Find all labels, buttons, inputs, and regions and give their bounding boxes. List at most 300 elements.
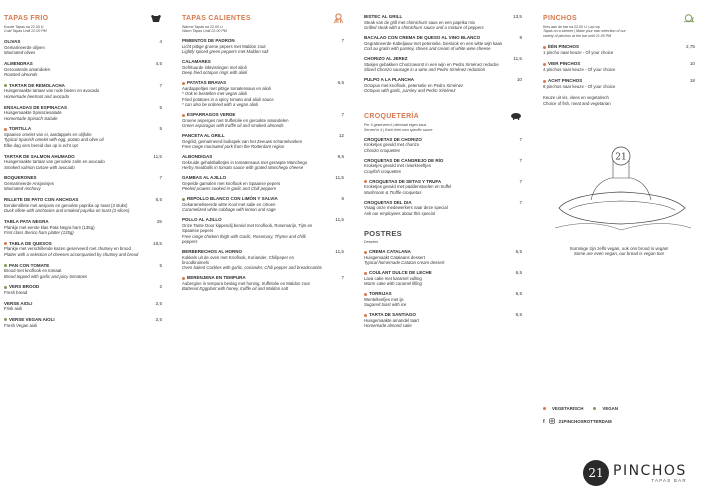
menu-item	[364, 77, 522, 93]
menu-item-desc-en: Octopus with garlic, parsley and Pedro Ximénez	[364, 88, 456, 93]
menu-item-text	[364, 137, 504, 153]
menu-item	[4, 317, 162, 328]
menu-item	[182, 80, 344, 107]
menu-item-price: 7	[519, 178, 522, 184]
menu-item-desc-en: Green asparagus with truffle oil and smoked almonds	[182, 123, 284, 129]
menu-item-name: BERBERECHOS AL HORNO	[182, 249, 243, 255]
menu-item-name: TORRIJAS	[364, 291, 504, 297]
menu-item-name: GAMBAS AL AJILLO	[182, 175, 227, 181]
section-subtitle-en: Warm Tapas Until 22.00 PM	[182, 29, 227, 34]
pinchos-note-nl: Keuze uit vis, vlees en vegetarisch	[543, 95, 609, 101]
menu-item-text	[364, 312, 504, 328]
menu-item-desc-en: First class Iberico ham platter (135g)	[4, 229, 74, 235]
menu-item-desc-en: Deep fried octopus rings with alioli	[182, 70, 248, 76]
menu-item-text	[4, 241, 144, 257]
menu-item	[4, 301, 162, 312]
menu-item-name: BOQUERONES	[4, 175, 37, 181]
menu-item-name: ALBONDIGAS	[182, 154, 213, 160]
menu-item	[4, 219, 162, 235]
menu-item	[4, 197, 162, 213]
menu-item-name: VERSE AIOLI	[4, 300, 33, 306]
menu-item-desc-nl: Fresh bread	[4, 289, 28, 295]
menu-item-price: 6,5	[515, 249, 522, 255]
menu-item-desc-en: Crayfish croquettes	[364, 168, 402, 174]
menu-item-desc-en: Peeled prawns cooked in garlic and Chili peppers	[182, 186, 277, 192]
menu-item-desc-nl: Kokkels uit de oven met Knoflook, Koriander, Chilipeper en broodkruimels	[182, 254, 295, 266]
menu-item-name: POLLO AL AJILLO	[182, 217, 222, 223]
legend-and-social	[543, 400, 618, 425]
menu-item-text	[4, 284, 144, 295]
menu-item-price: 11,5	[335, 217, 344, 223]
menu-item-desc-nl: Eendenrillete met ansjovis en gerookte paprika op toast (3 stuks)	[4, 202, 128, 208]
menu-item	[4, 284, 162, 295]
menu-item-desc-en: Sliced Chorizo sausage in a wine and Pedro Ximénez reduction	[364, 67, 486, 72]
menu-item-price: 10	[689, 61, 695, 67]
tapas-calientes-list	[182, 38, 344, 291]
menu-item-text	[182, 154, 322, 170]
menu-item-text	[4, 61, 144, 77]
menu-item-name: TARTAR DE REMOLACHA	[4, 83, 144, 89]
menu-item-desc-en: Smoked salmon tartare with avocado	[4, 164, 75, 170]
menu-item	[4, 83, 162, 99]
menu-item-desc-en: Caramelized white cabbage with lemon and sage	[182, 207, 276, 213]
menu-item-desc-extra: Fried potatoes in a spicy tomato and alioli sauce	[182, 96, 274, 102]
menu-item-text	[182, 217, 322, 244]
tapas-frio-list	[4, 39, 162, 328]
vegetarian-dot-icon	[543, 407, 546, 410]
menu-item-price: 6,5	[515, 291, 522, 297]
menu-item	[182, 133, 344, 149]
menu-item-price: 18	[689, 78, 695, 84]
menu-item-price: 11,5	[153, 153, 162, 159]
vegan-dot-icon	[182, 198, 185, 201]
menu-item-desc-en: Lightly spiced green peppers met Maldon salt	[182, 49, 269, 55]
instagram-icon	[549, 418, 555, 425]
vegetarian-dot-icon	[364, 293, 367, 296]
menu-item	[543, 78, 695, 89]
vegan-dot-icon	[4, 286, 7, 289]
menu-item-price: 2,75	[686, 44, 695, 50]
menu-item-price: 11,5	[335, 175, 344, 181]
menu-item-desc-en: Mushroom & Truffle croquetas	[364, 189, 422, 195]
menu-item-desc-nl: Gegratineerde Kabeljauw met peterselie, bieslook en een witte wijn kaas	[364, 40, 503, 46]
section-subtitle: Desserts	[364, 240, 379, 245]
menu-item-desc-nl: Gekruide gehaktballetjes in tomatensaus met geraspte Manchego	[182, 159, 308, 165]
vegetarian-dot-icon	[543, 63, 546, 66]
menu-item-desc-nl: Kroketjes gevuld met rivierkreeftjes	[364, 163, 431, 169]
menu-item-desc-en: Grilled steak with a chimichurri sauce and a mixture of peppers	[364, 25, 484, 30]
menu-item-name: CROQUETAS DE SETAS Y TRUFA	[364, 179, 504, 185]
menu-item	[182, 275, 344, 291]
menu-item	[364, 179, 522, 195]
menu-item-desc-en: Homemade Spinach Salade	[4, 115, 58, 121]
menu-item-desc-en: Free range marinated pork from the Rotterdam region	[182, 144, 285, 150]
menu-item-price: 2,5	[155, 317, 162, 323]
vegetarian-dot-icon	[543, 46, 546, 49]
bull-icon	[150, 13, 162, 23]
menu-item-price: 10	[516, 77, 522, 82]
vegan-dot-icon	[4, 84, 7, 87]
menu-item-desc-nl: Gemarineerde Ansjovisjes	[4, 180, 54, 186]
menu-item-text	[4, 126, 144, 148]
menu-item-name: PATATAS BRAVAS	[182, 80, 322, 86]
menu-item-desc-en: * Ook te bestellen met vegan alioli	[182, 91, 247, 97]
vegetarian-dot-icon	[182, 82, 185, 85]
menu-item-name: VIER PINCHOS	[543, 61, 683, 67]
menu-item-text	[364, 200, 504, 216]
menu-item-name: PANCETA AL GRILL	[182, 133, 225, 139]
vegetarian-dot-icon	[4, 242, 7, 245]
menu-item-desc-nl: Huisgemaakte amandel taart	[364, 317, 419, 323]
menu-item-name: VERSE VEGAN AIOLI	[4, 317, 144, 323]
menu-item-desc-nl: Huisgemaakte tartaar van rode bieten en avocado	[4, 88, 100, 94]
menu-item-desc-extra2: * can also be ordered with a vegan alioli	[182, 102, 258, 108]
section-subtitle-nl: Kies aan de bar na 22.00 U | op=op	[543, 25, 600, 29]
menu-item-name: BISTEC AL GRILL	[364, 14, 403, 19]
menu-item	[364, 291, 522, 307]
menu-item-price: 2	[159, 284, 162, 290]
menu-item	[4, 263, 162, 279]
plate-illustration	[551, 138, 693, 233]
menu-item-name: TORTILLA	[4, 126, 144, 132]
vegan-dot-icon	[4, 264, 7, 267]
menu-item-price: 13,5	[513, 14, 522, 19]
menu-item-desc-nl: Gepelde garnalen met knoflook en Spaanse pepers	[182, 180, 281, 186]
menu-item-price: 11,5	[335, 249, 344, 255]
menu-item-text	[543, 61, 683, 72]
vegetarian-dot-icon	[182, 277, 185, 280]
menu-item-desc-nl: Vraag onze medewerkers naar deze special	[364, 205, 448, 211]
menu-item-name: BERENJENA EN TEMPURA	[182, 275, 322, 281]
menu-item-price: 6,5	[155, 197, 162, 203]
menu-item-name: PIMIENTOS DE PADRON	[182, 38, 235, 44]
menu-item-text	[364, 179, 504, 195]
menu-item-desc-nl: Spaanse omelet van ei, aardappels en olijfolie	[4, 131, 92, 137]
menu-item-name: CROQUETAS DE CANGREJO DE RÍO	[364, 157, 444, 163]
menu-item-desc-nl: Gegrild, gemarineerd buikspek van het Zeeuws schamelvarken	[182, 138, 303, 144]
menu-item	[543, 44, 695, 55]
menu-item-name: TABLA PATA NEGRA	[4, 218, 49, 224]
menu-item-desc-nl: Geroosterde amandelen	[4, 66, 51, 72]
menu-item	[4, 241, 162, 257]
menu-item-price: 7	[341, 112, 344, 118]
menu-item-desc-nl: Plankje met eerste klas Pata Negra ham (135g)	[4, 224, 95, 230]
menu-item-price: 5	[159, 126, 162, 132]
menu-item-desc-nl: Kroketjes gevuld met paddenstoelen en truffel	[364, 184, 452, 190]
menu-item-desc-nl: Lava cake met karamel vulling	[364, 275, 422, 281]
vegetarian-dot-icon	[364, 251, 367, 254]
menu-item-desc-en: Warm cake with caramel filling	[364, 281, 422, 287]
vegan-note	[543, 246, 695, 257]
menu-item-desc-en: Typical Spanish omelet with egg, potato and olive oil	[4, 137, 104, 143]
menu-item-text	[182, 249, 322, 271]
menu-item-desc-nl: Gemarineerde olijven	[4, 44, 45, 50]
column-tapas-frio	[4, 0, 162, 504]
menu-item-price: 7	[159, 82, 162, 88]
postres-list	[364, 249, 522, 328]
menu-item-name: PULPO A LA PLANCHA	[364, 77, 414, 82]
menu-item	[182, 112, 344, 128]
vegetarian-dot-icon	[543, 80, 546, 83]
menu-item-desc-nl: Stukjes gebakken Chorizoworst in een wijn en Pedro Ximénez reductie	[364, 61, 499, 67]
menu-item-text	[182, 275, 322, 291]
column-pinchos	[543, 0, 695, 504]
menu-item-price: 18,5	[153, 240, 162, 246]
menu-item-desc-nl: Aardappeltjes met pittige tomatensaus en alioli	[182, 86, 271, 91]
menu-item-name: ÉÉN PINCHOS	[543, 44, 683, 50]
menu-item-desc-nl: Fresh Vegan aioli	[4, 322, 38, 328]
pinchos-list	[543, 44, 695, 89]
vegetarian-dot-icon	[4, 128, 7, 131]
mains-list	[364, 14, 522, 93]
menu-item	[4, 105, 162, 121]
menu-item-price: 8	[519, 35, 522, 40]
vegetarian-dot-icon	[364, 272, 367, 275]
menu-item-price: 6	[341, 196, 344, 202]
menu-item-name: PAN CON TOMATE	[4, 263, 144, 269]
menu-item-name: CROQUETAS DEL DIA	[364, 199, 412, 205]
section-title-postres: POSTRES	[364, 229, 402, 239]
menu-item-desc-extra: Elke dag vers bereid dus op is echt op!	[4, 142, 79, 148]
menu-item-text	[182, 196, 322, 212]
menu-item-desc-en: Typical homemade Catalan cream dessert	[364, 260, 445, 266]
menu-item-text	[364, 56, 504, 72]
menu-item	[364, 249, 522, 265]
menu-item-desc-nl: Huisgemaakt Catalaans dessert	[364, 254, 425, 260]
section-subtitle-nl: Per 4 geserveerd | allemaal eigen saus	[364, 123, 427, 128]
menu-item-desc-nl: Wentelteefjes met ijs	[364, 296, 404, 302]
menu-item-name: TABLA DE QUESOS	[4, 241, 144, 247]
menu-item	[4, 61, 162, 77]
menu-item-name: TARTA DE SANTIAGO	[364, 312, 504, 318]
menu-item-price: 7	[519, 157, 522, 163]
pig-icon	[510, 111, 522, 121]
menu-item	[182, 154, 344, 170]
vegetarian-dot-icon	[182, 114, 185, 117]
menu-item	[182, 196, 344, 212]
menu-item	[182, 38, 344, 54]
section-subtitle-en-2: variety of pinchos at the bar until 21.00 PM	[543, 33, 612, 38]
vegetarian-dot-icon	[364, 180, 367, 183]
menu-item-desc-nl: Huisgemaakte tartaar van gerookte zalm en avocado	[4, 159, 105, 165]
menu-item	[364, 312, 522, 328]
menu-item-name: ESPARRAGOS VERDE	[182, 112, 322, 118]
logo-mark: 21	[583, 460, 609, 486]
menu-item-text	[4, 263, 144, 279]
menu-item-desc-nl: Gefrituurde inktvisringen met alioli	[182, 65, 247, 70]
column-mains-croquetas-postres	[364, 0, 522, 504]
menu-item-desc-nl: Steak van de grill met chimichurri saus en een paprika mix	[364, 19, 476, 25]
menu-item-text	[4, 301, 144, 312]
menu-item-price: 7	[519, 199, 522, 205]
menu-item-price: 6,5	[337, 80, 344, 86]
menu-item-price: 2,5	[155, 300, 162, 306]
menu-item-name: CHORIZO AL JEREZ	[364, 56, 408, 61]
menu-item-text	[182, 59, 322, 75]
menu-item-desc-en: Homemade beetroot and avocado	[4, 93, 69, 99]
menu-item-desc-en: Marinated Anchovy	[4, 186, 41, 192]
menu-item	[364, 158, 522, 174]
menu-item-price: 6,5	[515, 312, 522, 318]
vegan-dot-icon	[593, 407, 596, 410]
menu-item-desc-en: Ask our employees about this special	[364, 210, 435, 216]
menu-item-text	[182, 80, 322, 107]
menu-item-desc-nl: 1 pincho naar keuze - Of your choice	[543, 49, 614, 55]
section-title-pinchos: PINCHOS	[543, 13, 695, 23]
menu-item-name: TARTAR DE SALMON AHUMADO	[4, 153, 75, 159]
menu-item-desc-en: Homemade almond cake	[364, 323, 412, 329]
section-title-croqueteria: CROQUETERÍA	[364, 111, 522, 121]
menu-item-price: 5	[159, 104, 162, 110]
menu-item-text	[364, 158, 504, 174]
menu-item-price: 11,5	[513, 56, 522, 61]
menu-item-text	[364, 291, 504, 307]
menu-item-name: ACHT PINCHOS	[543, 78, 683, 84]
menu-item-text	[543, 78, 683, 89]
menu-item	[364, 270, 522, 286]
pinchos-note-en: Choice of fish, meat and vegetarian	[543, 100, 611, 106]
menu-item-price: 5	[159, 262, 162, 268]
menu-item	[4, 175, 162, 191]
menu-item-text	[4, 317, 144, 328]
menu-item-text	[364, 270, 504, 286]
menu-item-name: VERS BROOD	[4, 284, 144, 290]
menu-item	[364, 137, 522, 153]
menu-item-text	[4, 83, 144, 99]
logo-tagline: TAPAS BAR	[651, 477, 687, 483]
menu-item-desc-nl: Onze Tante Door kippendij bereid met Knoflook, Rosemarijn, Tijm en Spaanse pepers	[182, 222, 313, 234]
menu-item-text	[364, 35, 504, 51]
menu-item-desc-en: Cod au gratin with parsley, chives and cream of white wine cheese	[364, 46, 491, 51]
facebook-icon: f	[543, 418, 545, 425]
section-title-tapas-frio: TAPAS FRIO	[4, 13, 162, 23]
menu-item	[364, 56, 522, 72]
menu-item-price: 7	[519, 136, 522, 142]
menu-item-text	[182, 133, 322, 149]
menu-item-desc-en: Free range chicken thigh with Garlic, Rosemary, Thyme and chilli peppers	[182, 233, 306, 245]
column-tapas-calientes	[182, 0, 344, 504]
menu-item-price: 4,5	[155, 61, 162, 66]
social-handle: f 21PINCHOSROTTERDAM	[543, 418, 612, 425]
menu-item-desc-en: Oven baked Cockles with garlic, coriander, Chili pepper and breadcrumbs	[182, 265, 322, 271]
menu-item-text	[364, 249, 504, 265]
menu-item	[364, 200, 522, 216]
menu-item-desc-nl: Frisk aioli	[4, 306, 23, 312]
menu-item-price: 7	[341, 275, 344, 281]
section-subtitle-en: Served in 4 | Each their own specific sauce	[364, 127, 433, 132]
menu-item-price: 9,5	[337, 154, 344, 160]
menu-item-text	[182, 38, 322, 54]
section-subtitle-nl: Koude Tapas na 22.00 U	[4, 25, 44, 29]
menu-item	[182, 175, 344, 191]
menu-item-price: 12	[338, 133, 344, 139]
menu-item-text	[364, 14, 504, 30]
menu-item-desc-en: Herby meatballs in tomato sauce with grated Manchego cheese	[182, 165, 304, 171]
menu-item	[4, 154, 162, 170]
menu-item-desc-nl: Kroketjes gevuld met chorizo	[364, 142, 420, 148]
croquetas-list	[364, 137, 522, 216]
menu-item	[364, 35, 522, 51]
menu-item-desc-nl: Aubergine in tempura beslag met honing, truffelolie en Maldon zout	[182, 281, 310, 287]
menu-item-desc-en: Sugared toast with ice	[364, 302, 407, 308]
menu-item-desc-en: Roasted almonds	[4, 72, 38, 77]
menu-item-text	[4, 219, 144, 235]
menu-item-desc-nl: Licht pittige groene pepers met Maldon zout	[182, 44, 266, 49]
menu-item	[182, 217, 344, 244]
vegan-dot-icon	[4, 318, 7, 321]
diet-legend: VEGETARISCH VEGAN	[543, 406, 618, 411]
section-subtitle-nl: Warme Tapas na 22.00 U	[182, 25, 223, 29]
menu-item-text	[4, 39, 144, 55]
section-subtitle-en: Tapas on a skewer | Make your own selection of our	[543, 29, 626, 34]
menu-item	[182, 249, 344, 271]
octopus-icon	[332, 13, 344, 23]
menu-item-name: CROQUETAS DE CHORIZO	[364, 136, 422, 142]
menu-item-desc-nl: Brood met knoflook en tomaat	[4, 268, 62, 274]
menu-item-price: 7	[159, 175, 162, 181]
menu-item	[364, 14, 522, 30]
menu-item	[4, 126, 162, 148]
menu-item-text	[4, 175, 144, 191]
menu-item-desc-nl: Gekarameliseerde witte Kool met salie en citroen	[182, 201, 276, 207]
menu-item-name: RILLETE DE PATO CON ANCHOAS	[4, 197, 79, 203]
menu-item-name: CREMA CATALANA	[364, 249, 504, 255]
menu-item-name: ENSALADAS DE ESPINACAS	[4, 104, 68, 110]
menu-item-text	[364, 77, 504, 93]
menu-item-name: CALAMARES	[182, 59, 211, 65]
logo-wordmark: PINCHOS	[613, 462, 687, 479]
menu-item-text	[543, 44, 683, 55]
menu-item	[4, 39, 162, 55]
menu-item-desc-en: Platter with a selection of cheeses accompanied by chutney and bread	[4, 251, 139, 257]
menu-item-desc-en: Chorizo croquettes	[364, 147, 401, 153]
vegetarian-dot-icon	[364, 314, 367, 317]
menu-item-text	[4, 154, 144, 170]
menu-item-desc-nl: Huisgemaakte Spinaziesalade	[4, 110, 62, 116]
menu-item-desc-nl: Plankje met verschillende kazen geserveerd met chutney en brood	[4, 246, 131, 252]
section-subtitle-en: Cold Tapas Until 22.00 PM	[4, 29, 47, 34]
menu-item-desc-en: Bread topped with garlic and juicy tomatoes	[4, 273, 88, 279]
menu-item-desc-nl: 8 pinchos naar keuze - Of your choice	[543, 83, 616, 89]
menu-item-text	[182, 175, 322, 191]
section-title-tapas-calientes: TAPAS CALIENTES	[182, 13, 344, 23]
menu-item-desc-nl: 4 pinchos naar keuze - Of your choice	[543, 66, 616, 72]
menu-item-name: REPOLLO BLANCO CON LIMÓN Y SALVIA	[182, 196, 322, 202]
menu-item-name: OLIVAS	[4, 39, 21, 45]
menu-item-desc-en: Battered Eggplant with honey, truffle oil and Maldon salt	[182, 286, 288, 292]
menu-item-name: COULANT DULCE DE LECHE	[364, 270, 504, 276]
menu-item-desc-nl: Groene asperges met truffelolie en gerookte amandelen	[182, 117, 289, 123]
menu-item-name: ALMENDRAS	[4, 61, 33, 66]
menu-item-name: BACALAO CON CREMA DE QUESO AL VINO BLANCO	[364, 35, 481, 40]
vegan-note-en: Some are even vegan, our bread is vegan too!	[573, 251, 665, 257]
menu-item	[543, 61, 695, 72]
menu-item-price: 7	[341, 38, 344, 44]
menu-item-price: 6,5	[515, 270, 522, 276]
menu-item	[182, 59, 344, 75]
menu-item-desc-nl: Octopus met knoflook, peterselie en Pedro Ximénez	[364, 82, 464, 88]
vegan-note-nl: Sommige zijn zelfs vegan, ook ons brood is vegan!	[569, 246, 669, 251]
menu-item-text	[4, 105, 144, 121]
menu-item-price	[334, 59, 344, 75]
menu-item-desc-en: Marinated olives	[4, 50, 36, 56]
menu-item-desc-en: Duck rillete with anchovies and smoked paprika on toast (3 slices)	[4, 208, 130, 214]
snail-icon	[683, 13, 695, 23]
brand-logo	[583, 460, 687, 486]
menu-item-price: 25	[156, 218, 162, 224]
menu-item-price: 4	[159, 39, 162, 45]
plate-number: 21	[615, 152, 627, 163]
